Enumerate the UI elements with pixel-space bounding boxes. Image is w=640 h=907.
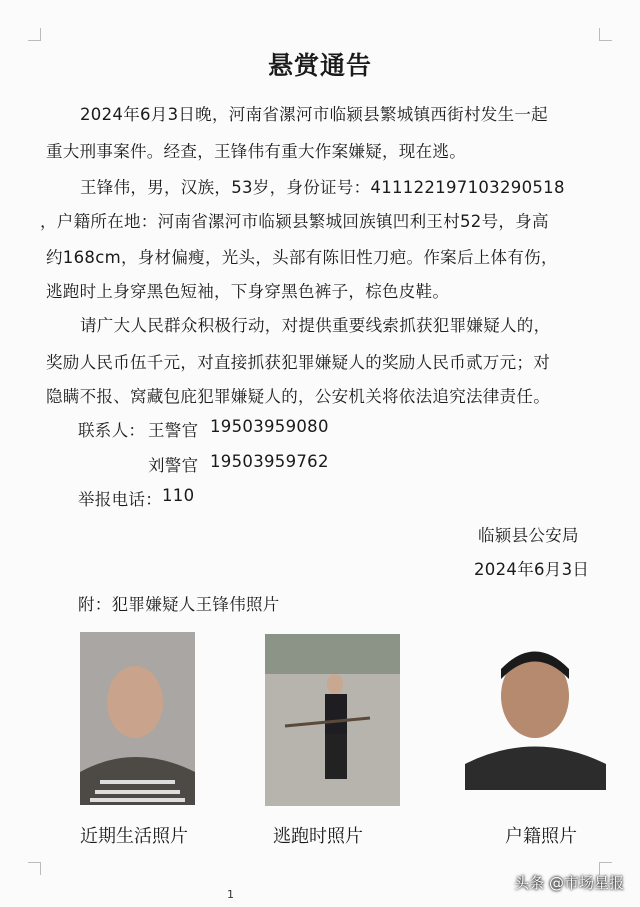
- id-portrait-image: [465, 634, 606, 790]
- page-title: 悬赏通告: [267, 51, 372, 80]
- person-portrait-image: [80, 632, 195, 805]
- photo-recent: [80, 632, 195, 805]
- contact-name: 王警官: [148, 421, 199, 440]
- contact-label: 联系人：: [78, 421, 146, 440]
- attachment-label: 附：犯罪嫌疑人王锋伟照片: [78, 595, 280, 614]
- contact-phone: 19503959762: [210, 452, 329, 471]
- body-line: 约168cm，身材偏瘦，光头，头部有陈旧性刀疤。作案后上体有伤，: [46, 248, 558, 267]
- issuing-org: 临颍县公安局: [478, 526, 579, 545]
- body-line: ，户籍所在地：河南省漯河市临颍县繁城回族镇凹利王村52号，身高: [40, 212, 549, 231]
- body-line: 请广大人民群众积极行动，对提供重要线索抓获犯罪嫌疑人的，: [80, 316, 551, 335]
- photo-caption: 户籍照片: [505, 826, 577, 847]
- person-street-image: [265, 634, 400, 806]
- body-line: 奖励人民币伍千元，对直接抓获犯罪嫌疑人的奖励人民币贰万元；对: [46, 353, 550, 372]
- contact-name: 刘警官: [148, 456, 199, 475]
- body-line: 隐瞒不报、窝藏包庇犯罪嫌疑人的，公安机关将依法追究法律责任。: [46, 387, 550, 406]
- photo-caption: 近期生活照片: [80, 826, 188, 847]
- body-line: 重大刑事案件。经查，王锋伟有重大作案嫌疑，现在逃。: [46, 142, 466, 161]
- watermark: 头条 @市场星报: [514, 874, 624, 892]
- body-line: 2024年6月3日晚，河南省漯河市临颍县繁城镇西街村发生一起: [80, 105, 548, 124]
- hotline-number: 110: [162, 486, 195, 505]
- contact-phone: 19503959080: [210, 417, 329, 436]
- issue-date: 2024年6月3日: [474, 560, 590, 579]
- crop-mark: [28, 28, 41, 41]
- body-line: 王锋伟，男，汉族，53岁，身份证号：411122197103290518: [80, 178, 565, 197]
- crop-mark: [28, 862, 41, 875]
- crop-mark: [599, 28, 612, 41]
- hotline-label: 举报电话：: [78, 490, 162, 509]
- body-line: 逃跑时上身穿黑色短袖，下身穿黑色裤子，棕色皮鞋。: [46, 282, 450, 301]
- photo-household: [465, 634, 606, 790]
- photo-escaping: [265, 634, 400, 806]
- page-number: 1: [227, 888, 234, 901]
- photo-caption: 逃跑时照片: [273, 826, 363, 847]
